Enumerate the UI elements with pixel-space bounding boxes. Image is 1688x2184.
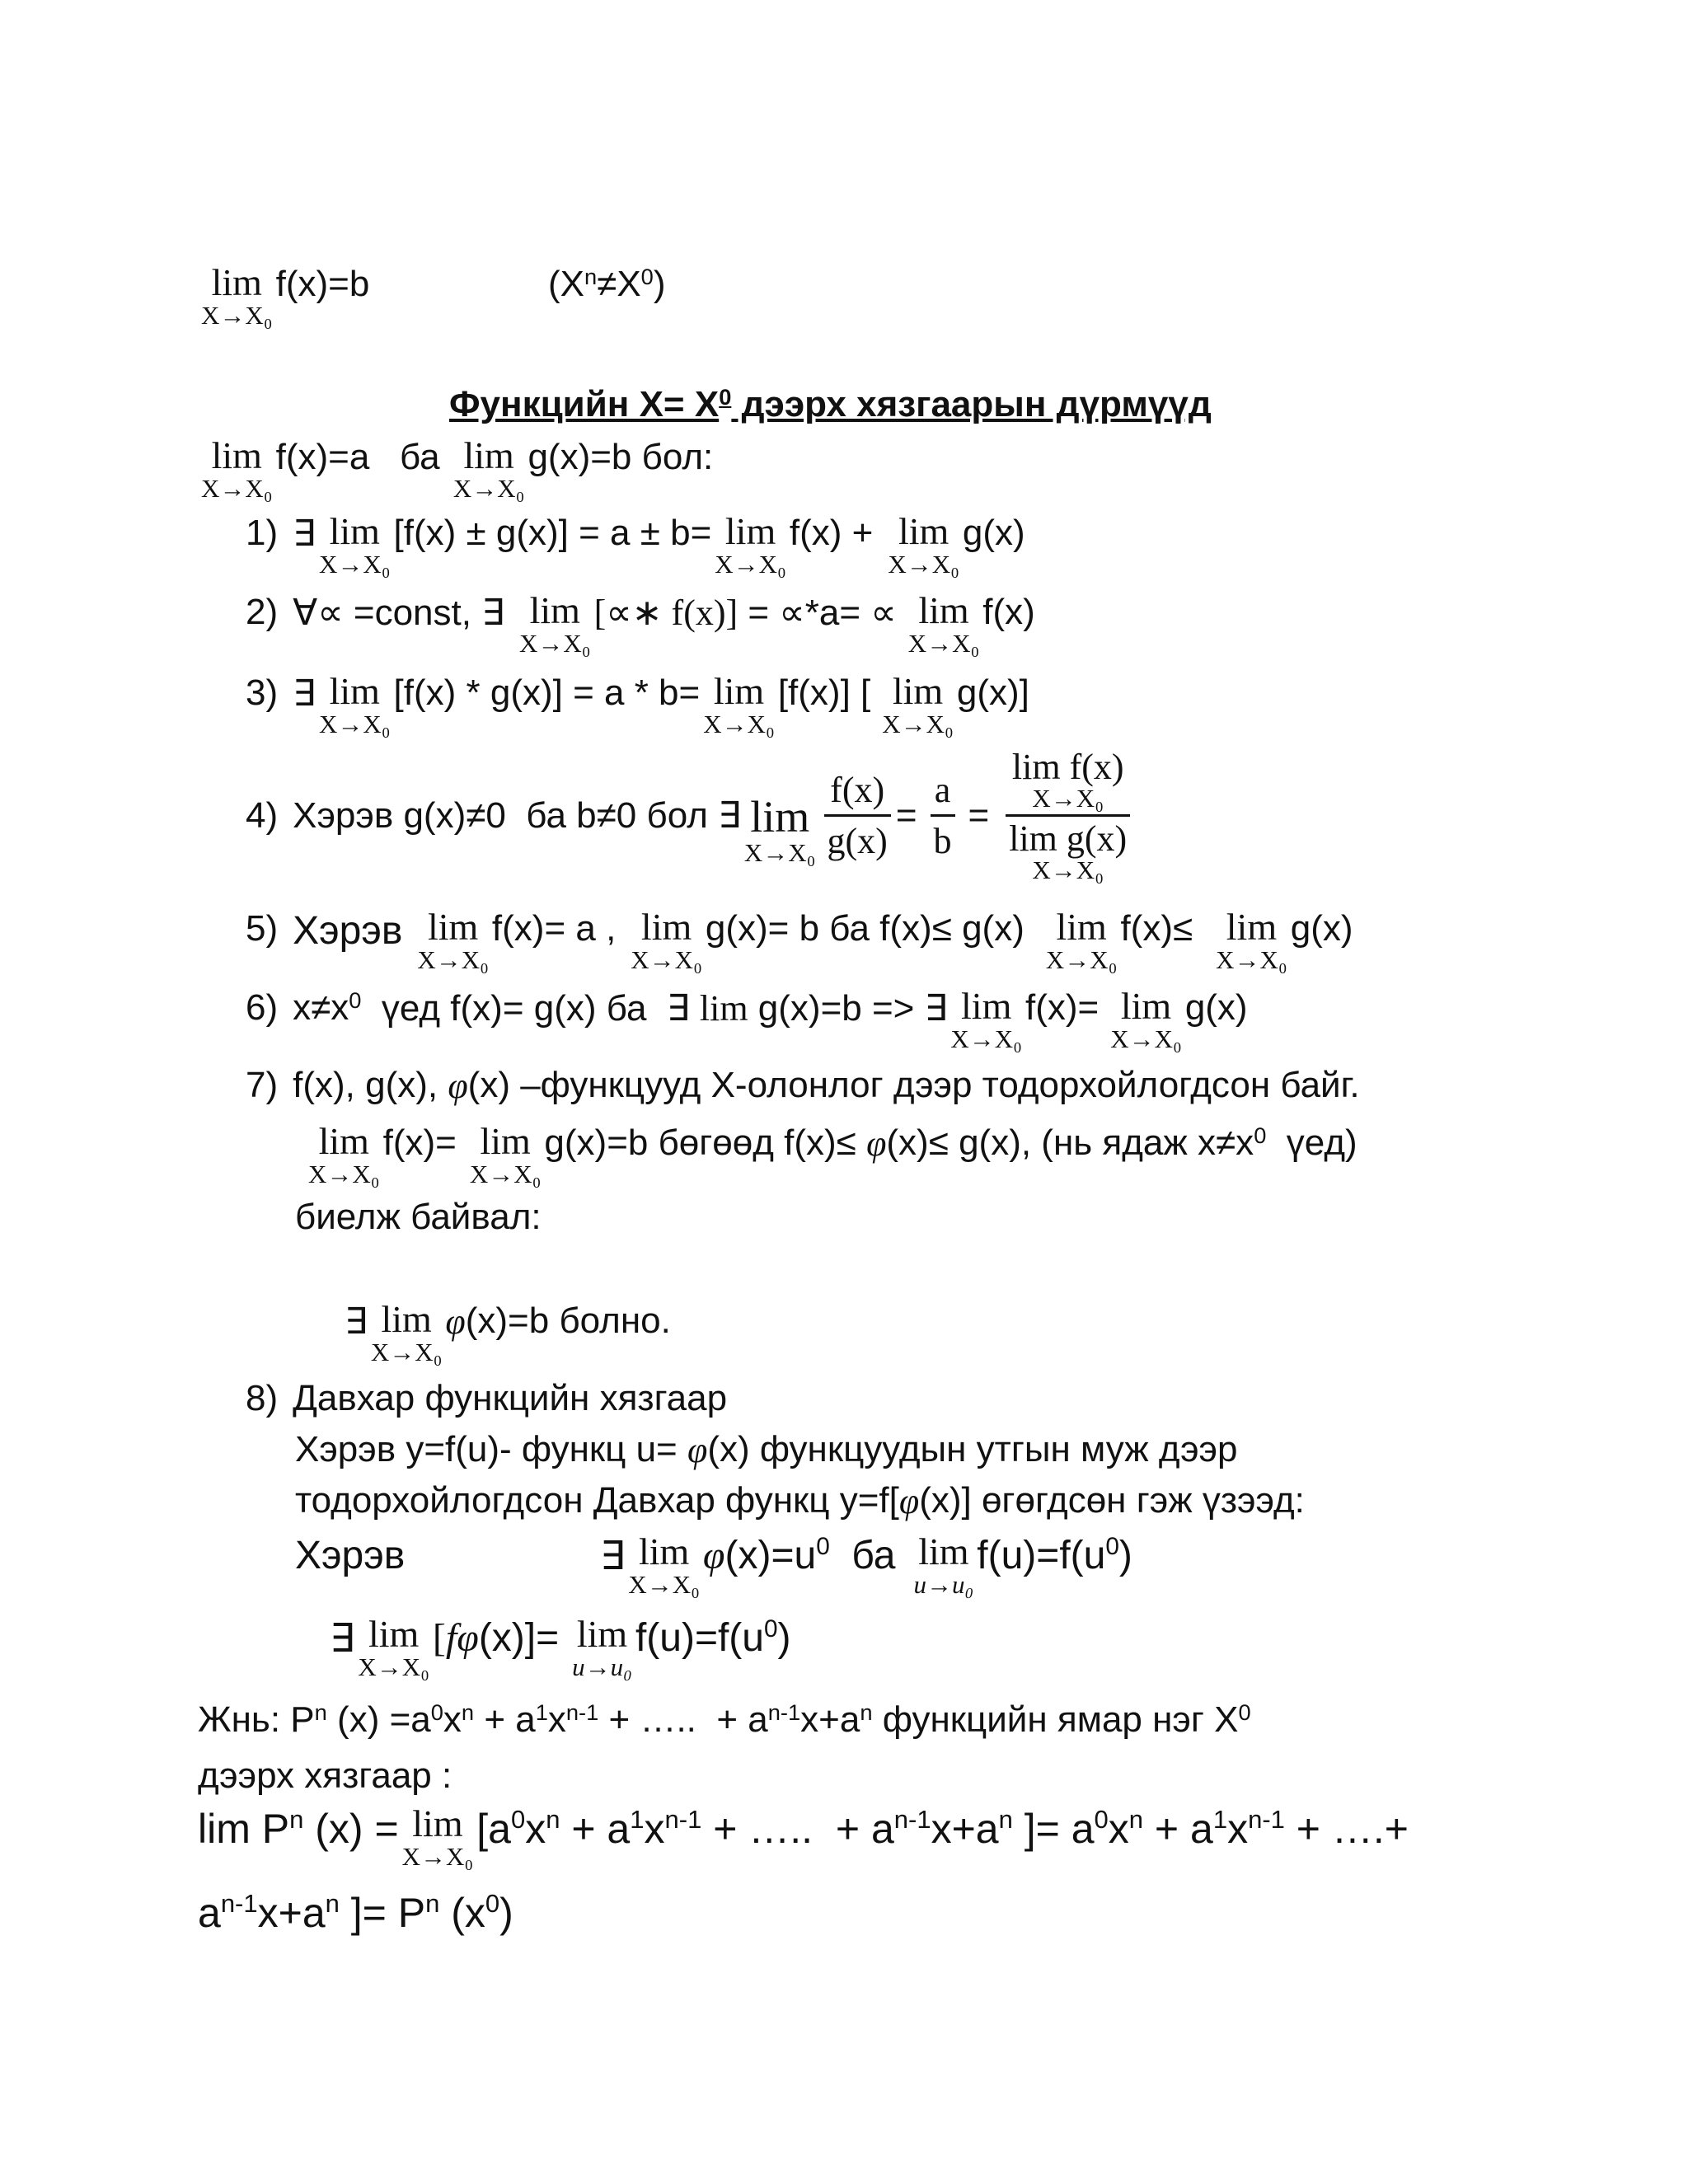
rule-8-line-1 [246, 1378, 727, 1419]
text: [f(x)] [ [777, 673, 871, 713]
text: g(x) [1184, 987, 1248, 1028]
superscript: n [546, 1805, 560, 1834]
subscript: 0 [719, 384, 732, 410]
subscript: n [584, 264, 598, 289]
superscript: n [1128, 1805, 1144, 1834]
lim-operator: lim u→u₀ [913, 1530, 974, 1599]
text: g(x) [1290, 908, 1353, 949]
rule-6 [246, 987, 1248, 1052]
text: g(x)] [956, 673, 1029, 713]
phi-symbol: φ [457, 1616, 479, 1660]
text: + ….+ [1284, 1806, 1409, 1852]
text: ) [653, 264, 666, 304]
text: [f(x) * g(x)] = a * b= [393, 673, 701, 713]
text: (x) =a [326, 1699, 431, 1740]
text: (x)=u [724, 1534, 817, 1577]
rule-7-line-1 [246, 1065, 1360, 1107]
text: f(x)=a [275, 437, 370, 477]
sequence-condition [548, 264, 666, 305]
text: ∃ [345, 1301, 368, 1342]
example-line-2 [198, 1755, 452, 1797]
subscript: 0 [763, 1615, 778, 1643]
text: f(u)=f(u [977, 1534, 1106, 1577]
text: + ….. + a [701, 1806, 894, 1852]
lim-operator: lim X→X₀ [469, 1120, 542, 1188]
text: f(x) [982, 592, 1035, 632]
lim-operator: lim X→X₀ [1045, 906, 1118, 974]
lim-operator: lim X→X₀ [950, 985, 1022, 1053]
superscript: n-1 [1248, 1805, 1285, 1834]
rule-number: 3) [246, 673, 279, 713]
text: f(x), g(x), [293, 1065, 448, 1105]
text: g(x)=b бөгөөд f(x)≤ [544, 1122, 867, 1163]
subscript: 0 [1254, 1122, 1267, 1148]
rule-number: 1) [246, 513, 279, 553]
lim-operator: lim X→X₀ [452, 434, 525, 503]
text: g(x)= b ба f(x)≤ g(x) [705, 908, 1025, 949]
lim-operator: lim X→X₀ [715, 510, 786, 579]
text: (x)] өгөгдсөн гэж үзээд: [919, 1480, 1305, 1521]
text: f(x)= a , [491, 908, 617, 949]
subscript: 0 [349, 987, 362, 1013]
subscript: 1 [1212, 1805, 1228, 1834]
superscript: n [461, 1699, 475, 1725]
subscript: n [998, 1805, 1013, 1834]
condition-line [198, 434, 714, 503]
lim-word: lim [699, 988, 748, 1029]
text: (X [548, 264, 584, 304]
numerator: lim f(x) X→X₀ [1011, 747, 1124, 813]
text: x [443, 1699, 462, 1740]
rule-2 [246, 589, 1035, 658]
text: g(x)=b => ∃ [748, 988, 948, 1029]
subscript: 0 [430, 1699, 443, 1725]
subscript: 0 [640, 264, 654, 289]
lim-operator: lim X→X₀ [519, 589, 591, 658]
text: (x)]= [478, 1616, 560, 1660]
lim-operator: lim X→X₀ [401, 1802, 474, 1871]
phi-symbol: φ [702, 1534, 725, 1577]
rule-5 [246, 908, 1353, 972]
text: үед f(x)= g(x) ба ∃ [361, 988, 700, 1029]
lim-operator: lim X→X₀ [358, 1613, 429, 1681]
rule-number: 8) [246, 1378, 279, 1418]
text: (x [439, 1890, 485, 1936]
subscript: 1 [630, 1805, 645, 1834]
subscript: 0 [510, 1805, 526, 1834]
text: f(u)=f(u [635, 1616, 764, 1660]
text: ≠X [597, 264, 641, 304]
text: x [1227, 1806, 1249, 1852]
text: a [198, 1890, 221, 1936]
phi-symbol: φ [687, 1430, 708, 1470]
superscript: n-1 [664, 1805, 702, 1834]
subscript: n [289, 1805, 304, 1834]
lim-operator: lim X→X₀ [370, 1298, 443, 1366]
text: g(x) [962, 513, 1025, 553]
text: f(x)= [1025, 987, 1100, 1028]
rule-8-line-4b [600, 1530, 1132, 1599]
text: g(x)=b бол: [528, 437, 714, 477]
rule-7-line-3 [295, 1197, 542, 1238]
text: (x) = [303, 1806, 399, 1852]
text: Хэрэв [295, 1534, 406, 1577]
lim-operator: lim X→X₀ [201, 434, 273, 503]
text: f(x)≤ [1120, 908, 1193, 949]
text: + ….. + a [598, 1699, 768, 1740]
text: тодорхойлогдсон Давхар функц y=f[ [295, 1480, 899, 1521]
text: f(x)=b [275, 264, 370, 304]
text: ∃ [600, 1535, 626, 1578]
equals: = [968, 794, 990, 836]
text: (x)=b болно. [465, 1301, 671, 1341]
text: ]= P [339, 1890, 426, 1936]
subscript: n-1 [893, 1805, 931, 1834]
subscript: n-1 [220, 1889, 258, 1918]
text: [a [476, 1806, 511, 1852]
subscript: 0 [1105, 1533, 1119, 1560]
text: Хэрэв g(x)≠0 ба b≠0 бол ∃ [293, 795, 741, 836]
lim-operator: lim X→X₀ [1216, 906, 1287, 974]
text: + a [474, 1699, 536, 1740]
text: x+a [931, 1806, 999, 1852]
fraction-lim-f-over-lim-g [1006, 748, 1130, 883]
text: [f(x) ± g(x)] = a ± b= [393, 513, 712, 553]
text: ) [499, 1890, 513, 1936]
text: ∃ [330, 1617, 355, 1661]
lim-operator: lim X→X₀ [882, 670, 954, 738]
text: (x) функцуудын утгын муж дээр [707, 1429, 1238, 1469]
lim-subscript: X→X₀ [1032, 855, 1104, 884]
subscript: 1 [535, 1699, 548, 1725]
equals: = [895, 794, 917, 836]
text: (x)≤ g(x), (нь ядаж x≠x [886, 1122, 1254, 1163]
section-heading [449, 384, 1212, 425]
text: x [644, 1806, 665, 1852]
subscript: n [314, 1699, 327, 1725]
rule-1 [246, 510, 1025, 579]
text: f(x) + [789, 513, 874, 553]
text: ба [829, 1534, 896, 1577]
text: x [1108, 1806, 1129, 1852]
text: [∝∗ f(x)] [593, 593, 738, 633]
f-symbol: f [445, 1616, 457, 1660]
subscript: 0 [1238, 1699, 1251, 1725]
rule-8-line-4a [295, 1533, 405, 1578]
lim-operator: lim X→X₀ [417, 906, 489, 974]
rule-8-line-3 [295, 1480, 1305, 1522]
denominator: b [931, 814, 955, 862]
lim-operator: lim X→X₀ [628, 1530, 700, 1599]
text: f(x) [1069, 747, 1124, 787]
fraction-a-over-b [931, 769, 955, 862]
text: дээрх хязгаарын дүрмүүд [731, 384, 1212, 424]
text: x [547, 1699, 566, 1740]
text: Жнь: P [198, 1699, 315, 1740]
text: x≠x [293, 987, 349, 1028]
text: Хэрэв y=f(u)- функц u= [295, 1429, 687, 1469]
phi-symbol: φ [445, 1301, 466, 1342]
text: үед) [1266, 1122, 1357, 1163]
lim-operator: lim X→X₀ [1110, 985, 1182, 1053]
example-line-3 [198, 1802, 1409, 1871]
text: (x) –функцууд X-олонлог дээр тодорхойлогдсон байг. [467, 1065, 1360, 1105]
subscript: n [325, 1889, 340, 1918]
superscript: n-1 [565, 1699, 599, 1725]
subscript: n [425, 1889, 440, 1918]
text: Хэрэв [293, 909, 403, 953]
example-line-1 [198, 1699, 1251, 1741]
text: ) [777, 1616, 791, 1660]
text: x+a [257, 1890, 326, 1936]
rule-number: 7) [246, 1065, 279, 1105]
text: ∃ [293, 673, 316, 714]
text: f(x)= [382, 1122, 457, 1163]
text: ба [369, 437, 450, 477]
subscript: 0 [1094, 1805, 1109, 1834]
rule-7-line-2 [305, 1122, 1357, 1187]
text: = ∝*a= ∝ [738, 593, 897, 633]
text: g(x) [1066, 818, 1128, 859]
text: дээрх хязгаар : [198, 1755, 452, 1796]
subscript: n-1 [767, 1699, 801, 1725]
text: Давхар функцийн хязгаар [293, 1378, 728, 1418]
rule-number: 6) [246, 987, 279, 1028]
text: lim P [198, 1806, 290, 1852]
rule-8-line-2 [295, 1429, 1237, 1471]
denominator: lim g(x) X→X₀ [1006, 814, 1130, 883]
phi-symbol: φ [448, 1066, 468, 1106]
lim-operator: lim X→X₀ [318, 670, 391, 738]
text: функцийн ямар нэг X [872, 1699, 1239, 1740]
lim-operator: lim X→X₀ [703, 670, 775, 738]
rule-8-line-5 [330, 1615, 791, 1680]
text: x+a [800, 1699, 860, 1740]
text: ) [1118, 1534, 1132, 1577]
text: x [525, 1806, 546, 1852]
rule-7-line-4 [345, 1298, 671, 1366]
fraction-f-over-g [824, 769, 891, 862]
subscript: 0 [485, 1889, 500, 1918]
phi-symbol: φ [866, 1123, 887, 1164]
subscript: 0 [816, 1533, 830, 1560]
text: [ [432, 1616, 446, 1660]
rule-3 [246, 670, 1029, 738]
lim-operator: lim X→X₀ [201, 261, 273, 330]
text: ∃ [293, 513, 316, 554]
phi-symbol: φ [898, 1481, 920, 1521]
rule-number: 4) [246, 794, 279, 836]
denominator: g(x) [824, 814, 891, 862]
lim-operator: lim X→X₀ [907, 589, 980, 658]
limit-definition-line [198, 261, 370, 330]
text: биелж байвал: [295, 1197, 542, 1237]
text: ]= a [1012, 1806, 1095, 1852]
text: + a [560, 1806, 631, 1852]
rule-number: 5) [246, 908, 279, 949]
numerator: f(x) [830, 770, 885, 810]
lim-operator: lim X→X₀ [743, 791, 816, 867]
lim-operator: lim X→X₀ [308, 1120, 380, 1188]
text: Функцийн X= X [449, 384, 720, 424]
lim-operator: lim X→X₀ [631, 906, 702, 974]
lim-operator: lim u→u₀ [572, 1613, 632, 1681]
text: + a [1143, 1806, 1213, 1852]
example-line-4 [198, 1889, 513, 1937]
lim-operator: lim X→X₀ [318, 510, 391, 579]
subscript: n [860, 1699, 873, 1725]
lim-operator: lim X→X₀ [888, 510, 959, 579]
numerator: a [934, 770, 951, 810]
rule-number: 2) [246, 592, 279, 632]
lim-subscript: X→X₀ [1032, 784, 1104, 813]
rule-4 [246, 748, 1135, 883]
text: ∀∝ =const, ∃ [293, 593, 504, 633]
